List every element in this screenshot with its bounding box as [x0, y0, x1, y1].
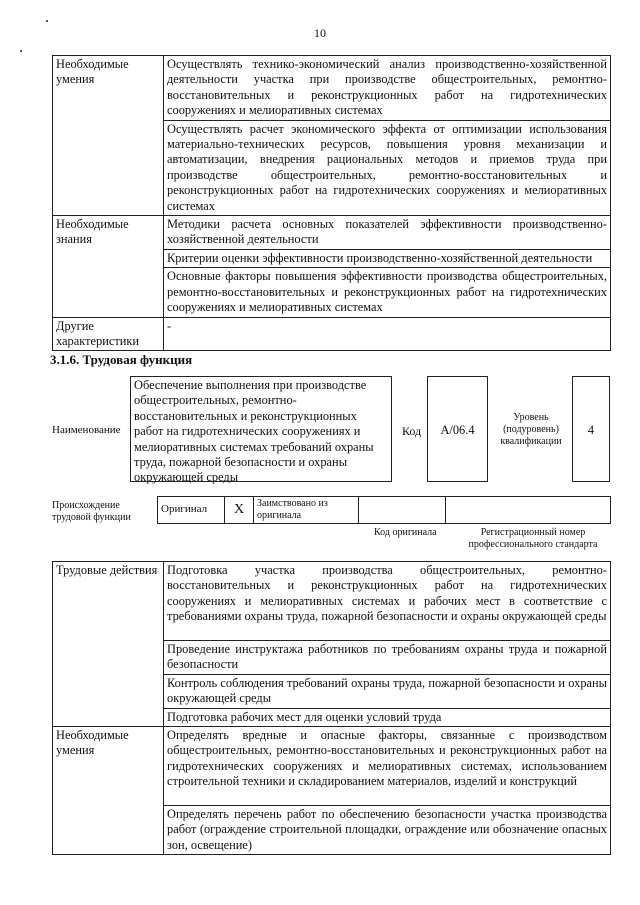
origin-code-cell — [359, 497, 446, 524]
code-value: А/06.4 — [440, 423, 475, 437]
row-label: Необходимые умения — [53, 56, 164, 216]
table-cell: Критерии оценки эффективности производственно-хозяйственной деятельности — [164, 249, 611, 267]
table-cell: Подготовка участка производства общестроительных, ремонтно-восстановительных и реконструкционных работ на гидротехнических сооружениях и мелиоративных системах и рабочих мест в соответствие с требованиями охраны труда, пожарной безопасности и охраны окружающей среды — [164, 562, 611, 641]
table-cell: Проведение инструктажа работников по требованиям охраны труда и пожарной безопасности — [164, 641, 611, 675]
scan-mark — [46, 20, 48, 22]
scan-mark — [20, 50, 22, 52]
page-number: 10 — [314, 26, 326, 40]
function-name-box — [130, 376, 392, 485]
row-label: Необходимые умения — [53, 727, 164, 855]
reg-number-label: Регистрационный номер профессионального стандарта — [468, 527, 598, 550]
table-cell: Определять вредные и опасные факторы, связанные с производством общестроительных, ремонтно-восстановительных и реконструкционных работ на гидротехнических сооружениях и мелиоративных системах, использованием строительной техники и складированием материалов, изделий и конструкций — [164, 727, 611, 806]
function-name: Обеспечение выполнения при производстве общестроительных, ремонтно-восстановительных и реконструкционных работ на гидротехнических сооружениях и мелиоративных системах требований охраны труда, пожарной безопасности и охраны окружающей среды — [134, 378, 374, 485]
table-cell: Контроль соблюдения требований охраны труда, пожарной безопасности и охраны окружающей среды — [164, 674, 611, 708]
code-box — [427, 376, 488, 482]
row-label: Другие характеристики — [53, 317, 164, 351]
origin-original: Оригинал — [158, 497, 225, 524]
table-cell: - — [164, 317, 611, 351]
origin-label: Происхождение трудовой функции — [52, 500, 131, 523]
table-cell: Осуществлять технико-экономический анализ производственно-хозяйственной деятельности участка при производстве общестроительных, ремонтно-восстановительных и реконструкционных работ на гидротехнических сооружениях и мелиоративных системах — [164, 56, 611, 121]
actions-table — [52, 561, 611, 855]
code-label: Код — [402, 424, 422, 438]
origin-mark: X — [225, 497, 254, 524]
row-label: Трудовые действия — [53, 562, 164, 727]
origin-borrowed: Заимствовано из оригинала — [254, 497, 359, 524]
skills-table-1 — [52, 55, 611, 351]
table-cell: Методики расчета основных показателей эффективности производственно-хозяйственной деятельности — [164, 216, 611, 250]
level-label: Уровень (подуровень) квалификации — [500, 412, 562, 447]
code-original-label: Код оригинала — [374, 527, 437, 538]
level-value: 4 — [587, 423, 595, 437]
row-label: Необходимые знания — [53, 216, 164, 317]
name-label: Наименование — [52, 424, 121, 436]
origin-table — [157, 496, 611, 524]
table-cell: Определять перечень работ по обеспечению безопасности участка производства работ (ограждение строительной площадки, ограждение или обозначение опасных зон, освещение) — [164, 806, 611, 855]
section-title: 3.1.6. Трудовая функция — [50, 352, 193, 367]
table-cell: Основные факторы повышения эффективности производства общестроительных, ремонтно-восстановительных и реконструкционных работ на гидротехнических сооружениях и мелиоративных системах — [164, 268, 611, 317]
table-cell: Осуществлять расчет экономического эффекта от оптимизации использования материально-технических ресурсов, повышения уровня механизации и автоматизации, внедрения рациональных методов и приемов труда при производстве общестроительных, ремонтно-восстановительных и реконструкционных работ на гидротехнических сооружениях и мелиоративных системах — [164, 120, 611, 215]
origin-reg-cell — [446, 497, 611, 524]
table-cell: Подготовка рабочих мест для оценки условий труда — [164, 708, 611, 726]
level-box — [572, 376, 610, 482]
